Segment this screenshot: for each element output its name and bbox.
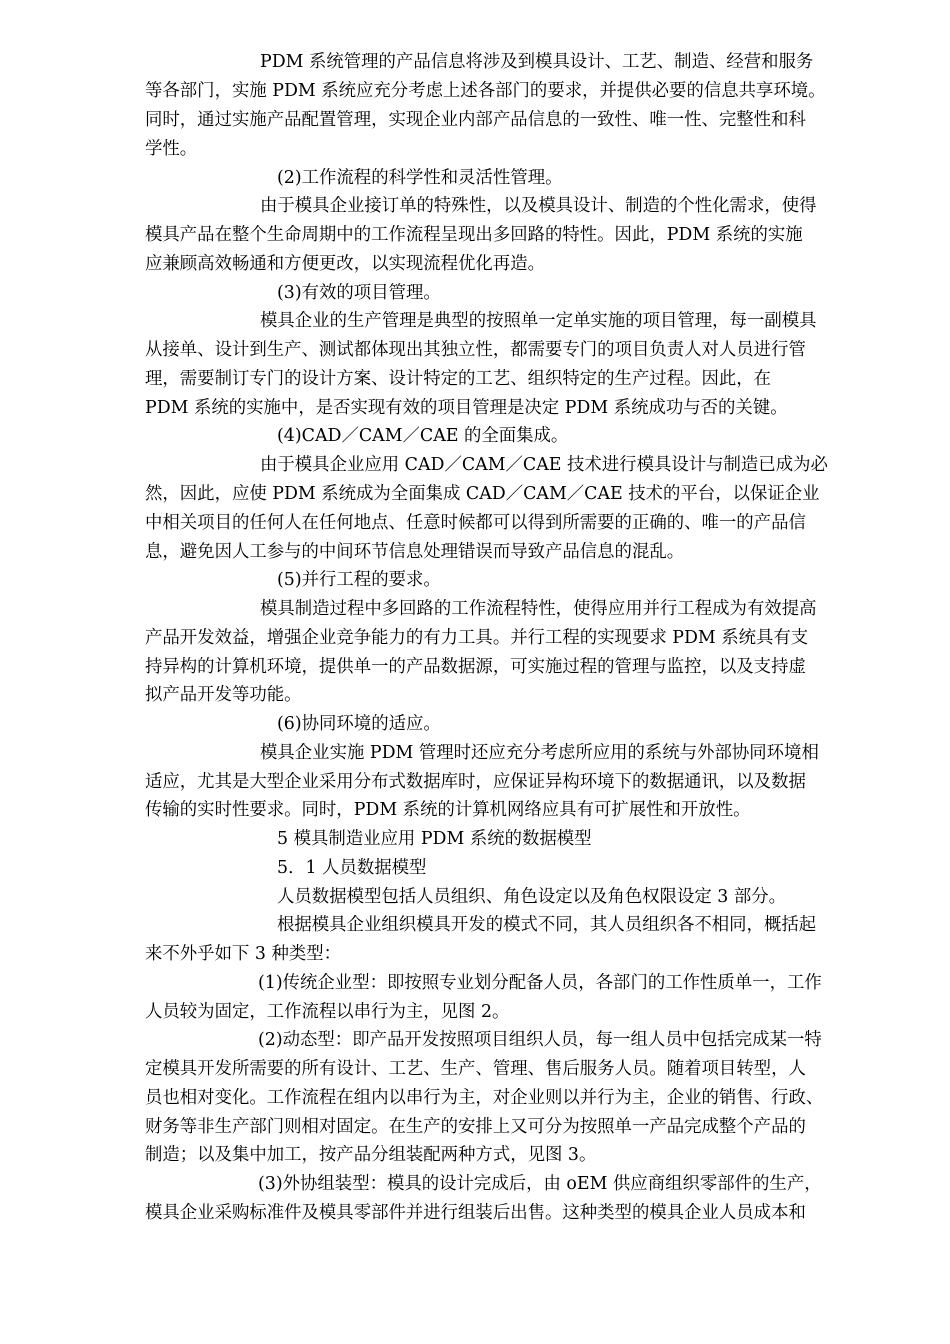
text-line: 模具企业采购标准件及模具零部件并进行组装后出售。这种类型的模具企业人员成本和 — [145, 1203, 806, 1223]
text-line: 模具企业实施 PDM 管理时还应充分考虑所应用的系统与外部协同环境相 — [260, 743, 819, 763]
section-heading: (4)CAD／CAM／CAE 的全面集成。 — [277, 426, 569, 446]
text-line: 传输的实时性要求。同时，PDM 系统的计算机网络应具有可扩展性和开放性。 — [145, 800, 751, 820]
text-line: 产品开发效益，增强企业竞争能力的有力工具。并行工程的实现要求 PDM 系统具有支 — [145, 628, 809, 648]
text-line: 模具企业的生产管理是典型的按照单一定单实施的项目管理，每一副模具 — [260, 311, 817, 331]
text-line: 由于模具企业应用 CAD／CAM／CAE 技术进行模具设计与制造已成为必 — [260, 455, 828, 475]
section-heading: (2)工作流程的科学性和灵活性管理。 — [277, 168, 563, 188]
text-line: 然，因此，应使 PDM 系统成为全面集成 CAD／CAM／CAE 技术的平台，以保证企业 — [145, 484, 820, 504]
text-line: 持异构的计算机环境，提供单一的产品数据源，可实施过程的管理与监控，以及支持虚 — [145, 657, 806, 677]
text-line: 理，需要制订专门的设计方案、设计特定的工艺、组织特定的生产过程。因此，在 — [145, 369, 772, 389]
text-line: 制造；以及集中加工，按产品分组装配两种方式，见图 3。 — [145, 1145, 597, 1165]
text-line: 模具制造过程中多回路的工作流程特性，使得应用并行工程成为有效提高 — [260, 599, 817, 619]
section-heading: (6)协同环境的适应。 — [277, 714, 441, 734]
text-line: 由于模具企业接订单的特殊性，以及模具设计、制造的个性化需求，使得 — [260, 196, 817, 216]
text-line: 定模具开发所需要的所有设计、工艺、生产、管理、售后服务人员。随着项目转型，人 — [145, 1059, 806, 1079]
text-line: 适应，尤其是大型企业采用分布式数据库时，应保证异构环境下的数据通讯，以及数据 — [145, 772, 806, 792]
text-line: 来不外乎如下 3 种类型： — [145, 944, 342, 964]
list-item: (3)外协组装型：模具的设计完成后，由 oEM 供应商组织零部件的生产， — [258, 1174, 822, 1194]
text-line: 应兼顾高效畅通和方便更改，以实现流程优化再造。 — [145, 254, 545, 274]
text-line: 模具产品在整个生命周期中的工作流程呈现出多回路的特性。因此，PDM 系统的实施 — [145, 225, 803, 245]
text-line: 人员较为固定，工作流程以串行为主，见图 2。 — [145, 1002, 510, 1022]
text-line: 等各部门，实施 PDM 系统应充分考虑上述各部门的要求，并提供必要的信息共享环境。 — [145, 81, 826, 101]
text-line: PDM 系统管理的产品信息将涉及到模具设计、工艺、制造、经营和服务 — [260, 52, 814, 72]
text-line: 同时，通过实施产品配置管理，实现企业内部产品信息的一致性、唯一性、完整性和科 — [145, 110, 806, 130]
section-heading: (5)并行工程的要求。 — [277, 570, 441, 590]
text-line: 息，避免因人工参与的中间环节信息处理错误而导致产品信息的混乱。 — [145, 542, 685, 562]
text-line: 财务等非生产部门则相对固定。在生产的安排上又可分为按照单一产品完成整个产品的 — [145, 1117, 806, 1137]
list-item: (1)传统企业型：即按照专业划分配备人员，各部门的工作性质单一，工作 — [258, 973, 822, 993]
text-line: 根据模具企业组织模具开发的模式不同，其人员组织各不相同，概括起 — [277, 915, 817, 935]
text-line: 人员数据模型包括人员组织、角色设定以及角色权限设定 3 部分。 — [277, 887, 787, 907]
chapter-heading: 5 模具制造业应用 PDM 系统的数据模型 — [277, 829, 592, 849]
text-line: 学性。 — [145, 139, 198, 159]
text-line: 中相关项目的任何人在任何地点、任意时候都可以得到所需要的正确的、唯一的产品信 — [145, 513, 806, 533]
section-heading: (3)有效的项目管理。 — [277, 283, 441, 303]
text-line: 从接单、设计到生产、测试都体现出其独立性，都需要专门的项目负责人对人员进行管 — [145, 340, 806, 360]
list-item: (2)动态型：即产品开发按照项目组织人员，每一组人员中包括完成某一特 — [258, 1030, 822, 1050]
subsection-heading: 5．1 人员数据模型 — [277, 858, 427, 878]
text-line: 员也相对变化。工作流程在组内以串行为主，对企业则以并行为主，企业的销售、行政、 — [145, 1088, 824, 1108]
text-line: 拟产品开发等功能。 — [145, 685, 302, 705]
text-line: PDM 系统的实施中，是否实现有效的项目管理是决定 PDM 系统成功与否的关键。 — [145, 398, 788, 418]
